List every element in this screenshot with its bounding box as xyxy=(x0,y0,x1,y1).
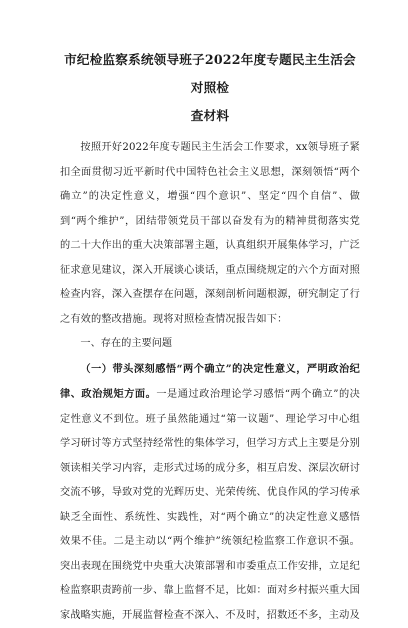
subsection-1-body: 一是通过政治理论学习感悟“两个确立”的决定性意义不到位。班子虽然能通过“第一议题”、理论学习中心组学习研讨等方式坚持经常性的集体学习，但学习方式上主要是分别领读相关学习内容，走形式过场的成分多，相互启发、深层次研讨交流不够，导致对党的光辉历史、光荣传统、优良作风的学习传承缺乏全面性、系统性、实践性，对“两个确立”的决定性意义感悟效果不佳。二是主动以“两个维护”统领纪检监察工作意识不强。突出表现在围绕党中央重大决策部署和市委重点工作安排，立足纪检监察职责跨前一步、靠上监督不足，比如：面对乡村振兴重大国家战略实施，开展监督检查不深入、不及时，招数还不多，主动及 xyxy=(60,389,360,621)
intro-paragraph: 按照开好2022年度专题民主生活会工作要求，xx领导班子紧扣全面贯彻习近平新时代中国特色社会主义思想，深刻领悟“两个确立”的决定性意义，增强“四个意识”、坚定“四个自信”、做到“两个维护”，团结带领党员干部以奋发有为的精神贯彻落实党的二十大作出的重大决策部署主题，认真组织开展集体学习，广泛征求意见建议，深入开展谈心谈话，重点围绕规定的六个方面对照检查内容，深入查摆存在问题，深刻剖析问题根源，研究制定了行之有效的整改措施。现将对照检查情况报告如下： xyxy=(60,136,360,332)
title-line-2: 查材料 xyxy=(60,102,360,130)
document-title xyxy=(60,46,360,130)
title-line-1: 市纪检监察系统领导班子2022年度专题民主生活会对照检 xyxy=(60,46,360,102)
section-heading-1: 一、存在的主要问题 xyxy=(60,332,360,357)
subsection-1-paragraph xyxy=(60,357,360,628)
subsection-1-heading: （一）带头深刻感悟“两个确立”的决定性意义，严明政治纪律、政治规矩方面。 xyxy=(60,363,360,401)
